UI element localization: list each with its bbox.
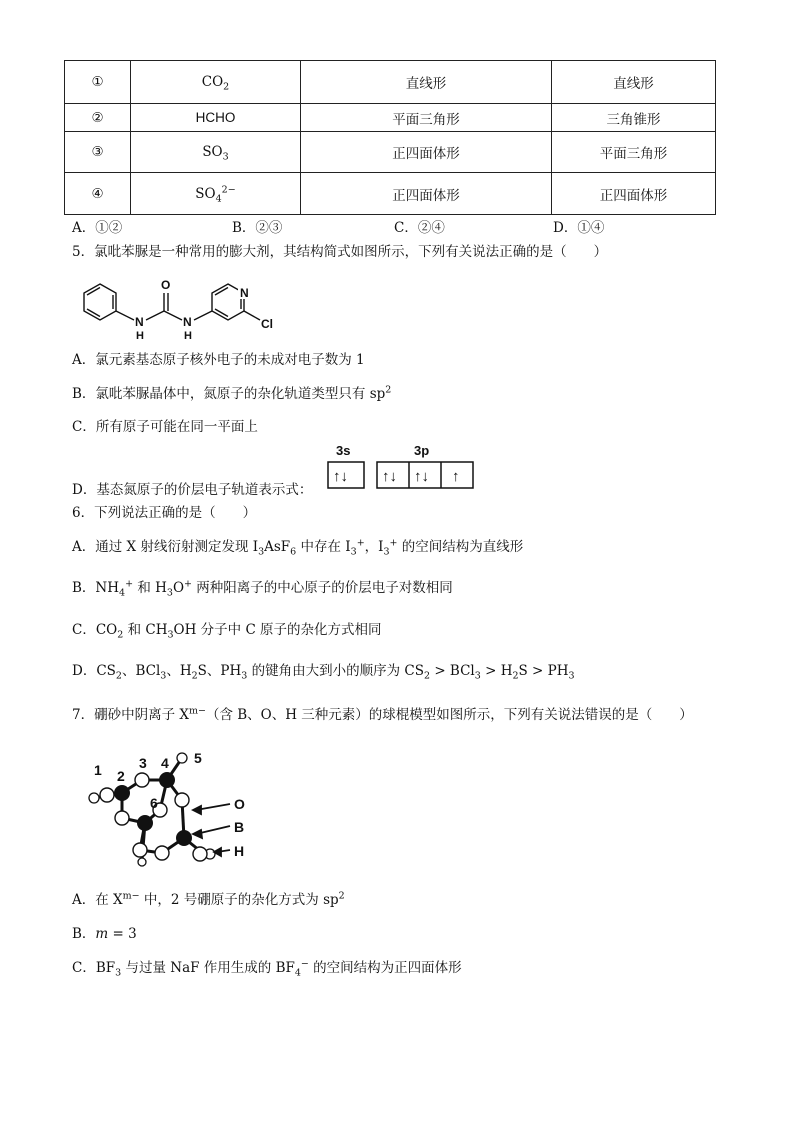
formula-cell: $SO_3$ (131, 132, 301, 173)
boron-legend: B (234, 819, 245, 835)
shape-cell: 正四面体形 (301, 132, 552, 173)
row-number: ① (65, 61, 131, 104)
table-row (65, 104, 716, 132)
q6-option-b[interactable]: B．$NH_4^+$ 和 $H_3O^+$ 两种阳离子的中心原子的价层电子对数相同 (72, 578, 453, 599)
orbital-diagram (322, 440, 482, 494)
table-row (65, 173, 716, 215)
atom-number-6: 6 (150, 795, 158, 811)
orbital-3s-box: ↑↓ (333, 468, 348, 485)
shape-cell: 平面三角形 (552, 132, 716, 173)
atom-number-2: 2 (117, 768, 125, 784)
option-a[interactable]: A．①② (72, 220, 123, 236)
chlorine-label: Cl (261, 317, 273, 331)
orbital-3p-box: ↑↓ (414, 468, 429, 485)
q5-option-d[interactable]: D．基态氮原子的价层电子轨道表示式： (72, 482, 313, 498)
atom-number-3: 3 (139, 755, 147, 771)
ball-stick-model (72, 738, 272, 878)
q6-stem: 6．下列说法正确的是（ ） (72, 505, 257, 521)
shape-cell: 直线形 (301, 61, 552, 104)
option-b[interactable]: B．②③ (232, 220, 283, 236)
orbital-3p-label: 3p (414, 443, 430, 458)
atom-number-5: 5 (194, 750, 202, 766)
q6-option-a[interactable]: A．通过 X 射线衍射测定发现 $I_3AsF_6$ 中存在 $I_3^+$，$I_3^+$ 的空间结构为直线形 (72, 537, 524, 558)
answer-table (64, 60, 716, 215)
nh-hydrogen-label: H (136, 330, 144, 342)
chlorforchlorfenuron-structure (72, 276, 292, 346)
table-row (65, 61, 716, 104)
nh-hydrogen-label: H (184, 330, 192, 342)
row-number: ② (65, 104, 131, 132)
shape-cell: 直线形 (552, 61, 716, 104)
hydrogen-legend: H (234, 843, 245, 859)
q7-option-b[interactable]: B．m = 3 (72, 926, 137, 942)
orbital-3p-box: ↑ (452, 468, 460, 485)
option-d[interactable]: D．①④ (553, 220, 605, 236)
q6-option-c[interactable]: C．$CO_2$ 和 $CH_3OH$ 分子中 C 原子的杂化方式相同 (72, 622, 382, 641)
q6-option-d[interactable]: D．$CS_2$、BCl$_3$、$H_2S$、$PH_3$ 的键角由大到小的顺序为 $CS_2 > BCl_3 > H_2S > PH_3$ (72, 663, 575, 682)
nh-nitrogen-label: N (135, 315, 144, 329)
formula-cell: HCHO (131, 104, 301, 132)
shape-cell: 正四面体形 (301, 173, 552, 215)
oxygen-label: O (161, 278, 171, 292)
atom-number-4: 4 (161, 755, 169, 771)
oxygen-legend: O (234, 796, 245, 812)
row-number: ③ (65, 132, 131, 173)
orbital-3s-label: 3s (336, 443, 351, 458)
row-number: ④ (65, 173, 131, 215)
q5-option-c[interactable]: C．所有原子可能在同一平面上 (72, 419, 258, 435)
formula-cell: $SO_4^{2-}$ (131, 173, 301, 215)
q7-option-c[interactable]: C．$BF_3$ 与过量 NaF 作用生成的 $BF_4^-$ 的空间结构为正四面体形 (72, 958, 462, 979)
shape-cell: 正四面体形 (552, 173, 716, 215)
q7-option-a[interactable]: A．在 $X^{m-}$ 中，2 号硼原子的杂化方式为 $sp^2$ (72, 890, 345, 908)
q5-option-a[interactable]: A．氯元素基态原子核外电子的未成对电子数为 1 (72, 352, 365, 368)
table-row (65, 132, 716, 173)
shape-cell: 平面三角形 (301, 104, 552, 132)
q5-stem: 5．氯吡苯脲是一种常用的膨大剂，其结构简式如图所示，下列有关说法正确的是（ ） (72, 244, 608, 260)
option-c[interactable]: C．②④ (394, 220, 445, 236)
shape-cell: 三角锥形 (552, 104, 716, 132)
orbital-3p-box: ↑↓ (382, 468, 397, 485)
q7-stem: 7．硼砂中阴离子 $X^{m-}$（含 B、O、H 三种元素）的球棍模型如图所示，下列有关说法错误的是（ ） (72, 705, 693, 723)
q4-options (72, 216, 712, 236)
atom-number-1: 1 (94, 762, 102, 778)
formula-cell: $CO_2$ (131, 61, 301, 104)
q5-option-b[interactable]: B．氯吡苯脲晶体中，氮原子的杂化轨道类型只有 $sp^2$ (72, 384, 392, 402)
nh-nitrogen-label: N (183, 315, 192, 329)
ring-nitrogen-label: N (240, 286, 249, 300)
